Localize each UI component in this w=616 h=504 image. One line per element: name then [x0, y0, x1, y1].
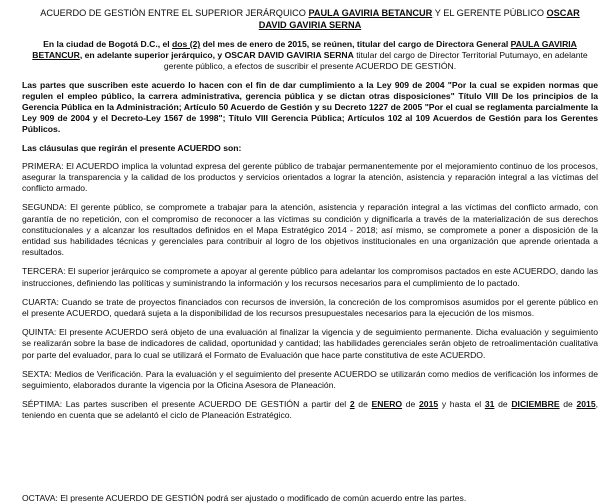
start-month: ENERO — [371, 399, 403, 410]
end-year: 2015 — [576, 399, 596, 410]
intro-paragraph: En la ciudad de Bogotá D.C., el dos (2) del mes de enero de 2015, se reúnen, titular del cargo de Directora General PAULA GAVIRIA BETANCUR, en adelante superior jerárquico, y OSCAR DAVID GAVIRIA SERNA titular del cargo de Director Territorial Putumayo, en adelante gerente público, a efectos de suscribir el presente ACUERDO DE GESTIÓN. — [32, 39, 588, 72]
title-gerente-name: OSCAR DAVID GAVIRIA SERNA — [258, 8, 580, 30]
title-superior-name: PAULA GAVIRIA BETANCUR — [308, 8, 433, 18]
clause-septima: SÉPTIMA: Las partes suscriben el presente ACUERDO DE GESTIÓN a partir del 2 de ENERO de 2015 y hasta el 31 de DICIEMBRE de 2015, teniendo en cuenta que se adelantó el ciclo de Planeación Estratégico. — [22, 399, 599, 421]
intro-day: dos (2) — [172, 39, 201, 49]
title-text-2: Y EL GERENTE PÚBLICO — [432, 8, 547, 18]
considerando-paragraph: Las partes que suscriben este acuerdo lo hacen con el fin de dar cumplimiento a la Ley 909 de 2004 "Por la cual se expiden normas que regulen el empleo público, la carrera administrativa, gerencia pública y se dictan otras disposiciones" Título VIII De los principios de la Gerencia Pública en la Administración; Artículo 50 Acuerdo de Gestión y su Decreto 1227 de 2005 "Por el cual se reglamenta parcialmente la Ley 909 de 2004 y el Decreto-Ley 1567 de 1998"; Título VIII Gerencia Pública; Artículos 102 al 109 Acuerdos de Gestión para los Gerentes Públicos. — [22, 79, 598, 135]
end-day: 31 — [484, 399, 495, 410]
clause-primera: PRIMERA: El ACUERDO implica la voluntad expresa del gerente público de trabajar permanentemente por el mejoramiento continuo de los procesos, asegurar la transparencia y la calidad de los productos y servicios orientados a lograr la atención, asistencia y reparación integral a las víctimas del conflicto armado. — [22, 160, 598, 194]
title-text: ACUERDO DE GESTIÓN ENTRE EL SUPERIOR JERÁRQUICO — [40, 8, 309, 18]
clause-octava: OCTAVA: El presente ACUERDO DE GESTIÓN podrá ser ajustado o modificado de común acuerdo entre las partes. — [22, 493, 467, 503]
document-title — [30, 8, 590, 31]
clause-quinta: QUINTA: El presente ACUERDO será objeto de una evaluación al finalizar la vigencia y de seguimiento permanente. Dicha evaluación y seguimiento se realizarán sobre la base de indicadores de calidad, oportunidad y cantidad; las habilidades gerenciales serán objeto de retroalimentación cualitativa por parte del evaluador, para lo cual se utilizará el Formato de Evaluación que hace parte constitutiva de este ACUERDO. — [22, 327, 598, 360]
clause-octava-cut — [22, 493, 598, 504]
start-year: 2015 — [419, 399, 439, 410]
clause-sexta: SEXTA: Medios de Verificación. Para la evaluación y el seguimiento del presente ACUERDO se utilizarán como medios de verificación los informes de seguimiento, elaborados durante la vigencia por la Oficina Asesora de Planeación. — [22, 368, 598, 391]
clause-segunda: SEGUNDA: El gerente público, se compromete a trabajar para la atención, asistencia y reparación integral a las víctimas del conflicto armado, con garantía de no repetición, con el compromiso de reconocer a las víctimas su condición y dignificarla a través de la materialización de sus derechos constitucionales y a alcanzar los resultados definidos en el Mapa Estratégico 2014 - 2018; así mismo, se compromete a poner a disposición de la entidad sus habilidades técnicas y gerenciales para contribuir al logro de los objetivos institucionales en una organización que aprende orientada a resultados. — [22, 202, 598, 258]
intro-superior-name: PAULA GAVIRIA BETANCUR — [32, 39, 577, 61]
clause-tercera: TERCERA: El superior jerárquico se compromete a apoyar al gerente público para adelantar los compromisos pactados en este ACUERDO, dando las instrucciones, definiendo las políticas y suministrando la información y los recursos necesarios para el cumplimiento de lo pactado. — [22, 266, 598, 288]
start-day: 2 — [349, 399, 355, 410]
intro-gerente-name: OSCAR DAVID GAVIRIA SERNA — [224, 50, 354, 61]
clause-cuarta: CUARTA: Cuando se trate de proyectos financiados con recursos de inversión, la concreción de los compromisos asumidos por el gerente público en el presente ACUERDO, quedará sujeta a la disponibilidad de los recursos presupuestales necesarios para la ejecución de los mismos. — [22, 296, 598, 319]
end-month: DICIEMBRE — [511, 399, 560, 410]
clausulas-heading: Las cláusulas que regirán el presente ACUERDO son: — [22, 142, 242, 153]
